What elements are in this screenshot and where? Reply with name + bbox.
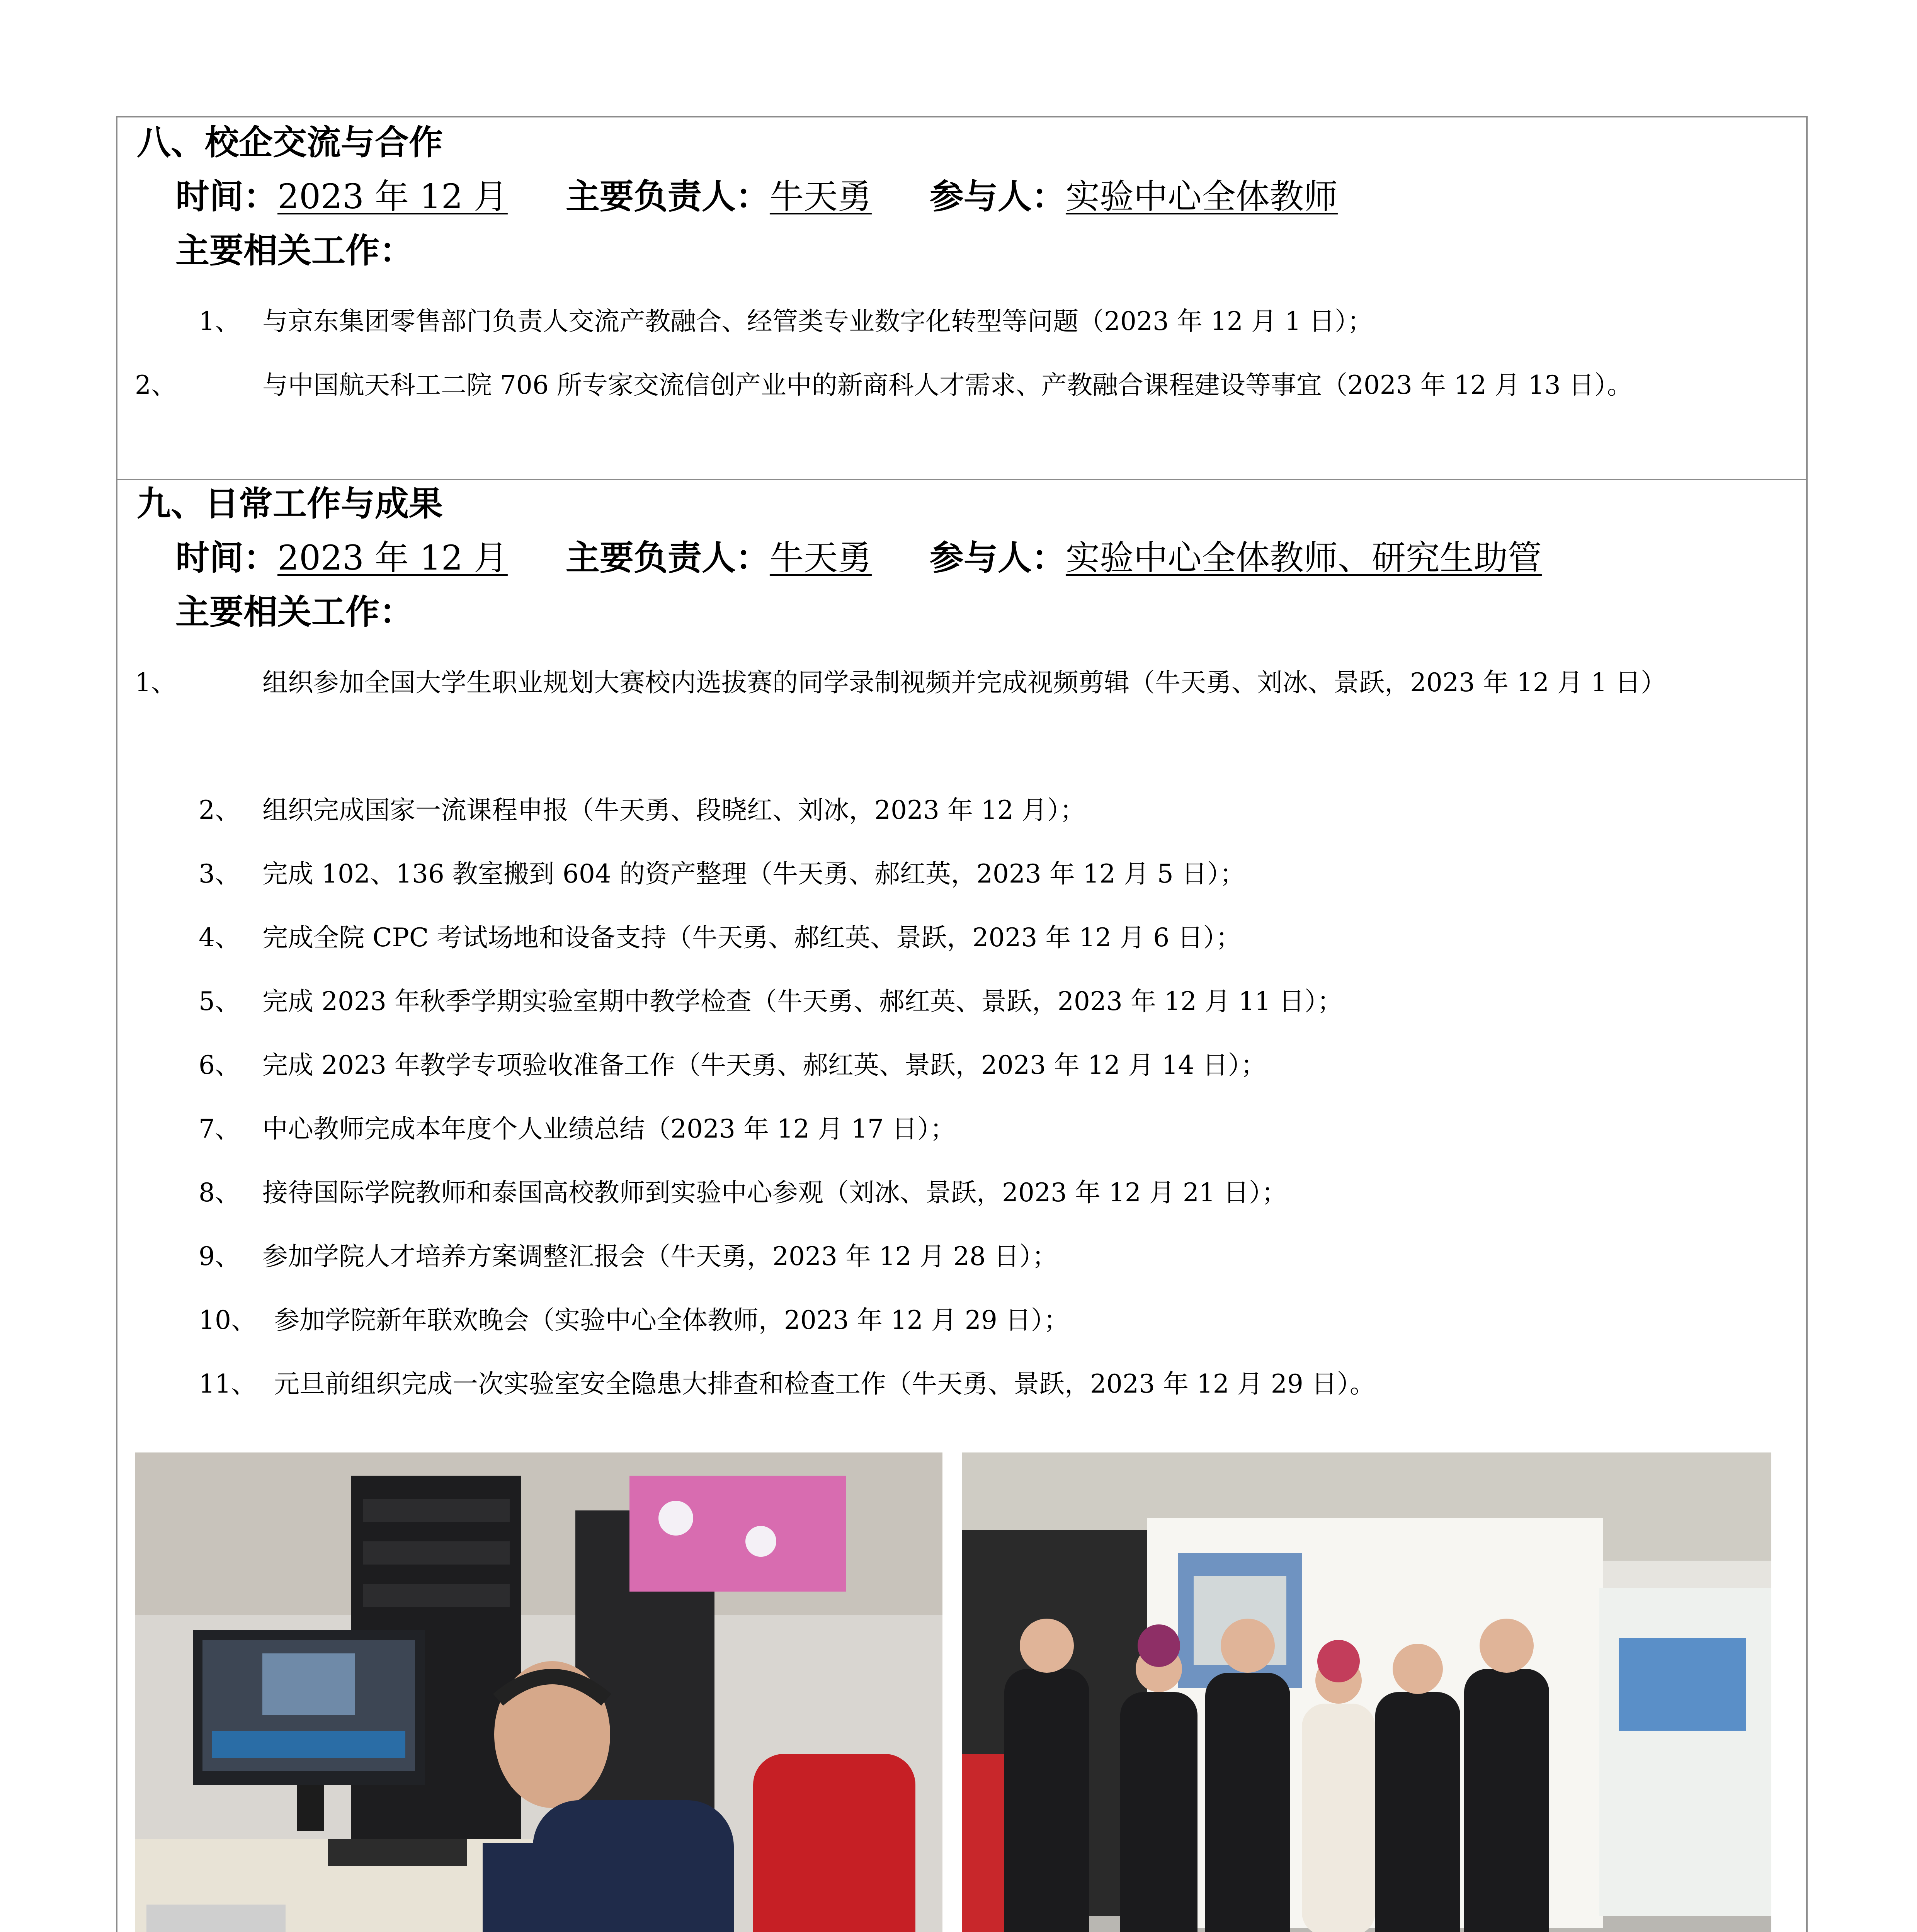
lead-label: 主要负责人： [565,538,770,578]
list-item: 9、 参加学院人才培养方案调整汇报会（牛天勇，2023 年 12 月 28 日）； [199,1242,1058,1271]
list-item: 11、 元旦前组织完成一次实验室安全隐患大排查和检查工作（牛天勇、景跃，2023 年 12 月 29 日）。 [199,1369,1375,1399]
section-daily-work [117,479,1806,1932]
participants-label: 参与人： [929,177,1066,216]
list-item: 5、 完成 2023 年秋季学期实验室期中教学检查（牛天勇、郝红英、景跃，2023 年 12 月 11 日）； [199,986,1343,1016]
list-item: 6、 完成 2023 年教学专项验收准备工作（牛天勇、郝红英、景跃，2023 年 12 月 14 日）； [199,1050,1266,1080]
section-school-enterprise [117,117,1806,479]
list-item: 1、 组织参加全国大学生职业规划大赛校内选拔赛的同学录制视频并完成视频剪辑（牛天勇、刘冰、景跃，2023 年 12 月 1 日） [135,668,1666,697]
time-value: 2023 年 12 月 [277,538,508,578]
list-item: 4、 完成全院 CPC 考试场地和设备支持（牛天勇、郝红英、景跃，2023 年 12 月 6 日）； [199,923,1242,952]
lead-value: 牛天勇 [769,177,872,216]
section-meta [175,537,1542,579]
participants-value: 实验中心全体教师 [1065,177,1338,216]
list-item: 7、 中心教师完成本年度个人业绩总结（2023 年 12 月 17 日）； [199,1114,956,1144]
participants-value: 实验中心全体教师、研究生助管 [1065,538,1542,578]
time-label: 时间： [175,177,278,216]
section-heading: 九、日常工作与成果 [137,484,443,524]
content-table [116,116,1808,1932]
lead-value: 牛天勇 [769,538,872,578]
participants-label: 参与人： [929,538,1066,578]
work-label: 主要相关工作： [175,231,414,270]
list-item: 2、 与中国航天科工二院 706 所专家交流信创产业中的新商科人才需求、产教融合课程建设等事宜（2023 年 12 月 13 日）。 [135,370,1633,400]
list-item: 1、 与京东集团零售部门负责人交流产教融合、经管类专业数字化转型等问题（2023 年 12 月 1 日）； [199,306,1373,336]
section-heading: 八、校企交流与合作 [137,122,443,162]
list-item: 3、 完成 102、136 教室搬到 604 的资产整理（牛天勇、郝红英，2023 年 12 月 5 日）； [199,859,1245,889]
list-item: 2、 组织完成国家一流课程申报（牛天勇、段晓红、刘冰，2023 年 12 月）； [199,795,1085,825]
work-label: 主要相关工作： [175,592,414,632]
lead-label: 主要负责人： [565,177,770,216]
list-item: 8、 接待国际学院教师和泰国高校教师到实验中心参观（刘冰、景跃，2023 年 12 月 21 日）； [199,1178,1287,1208]
list-item: 10、 参加学院新年联欢晚会（实验中心全体教师，2023 年 12 月 29 日）； [199,1305,1069,1335]
time-label: 时间： [175,538,278,578]
section-meta [175,175,1338,218]
figure-video-editing-photo [135,1452,942,1932]
figure-visit-photo [962,1452,1771,1932]
time-value: 2023 年 12 月 [277,177,508,216]
